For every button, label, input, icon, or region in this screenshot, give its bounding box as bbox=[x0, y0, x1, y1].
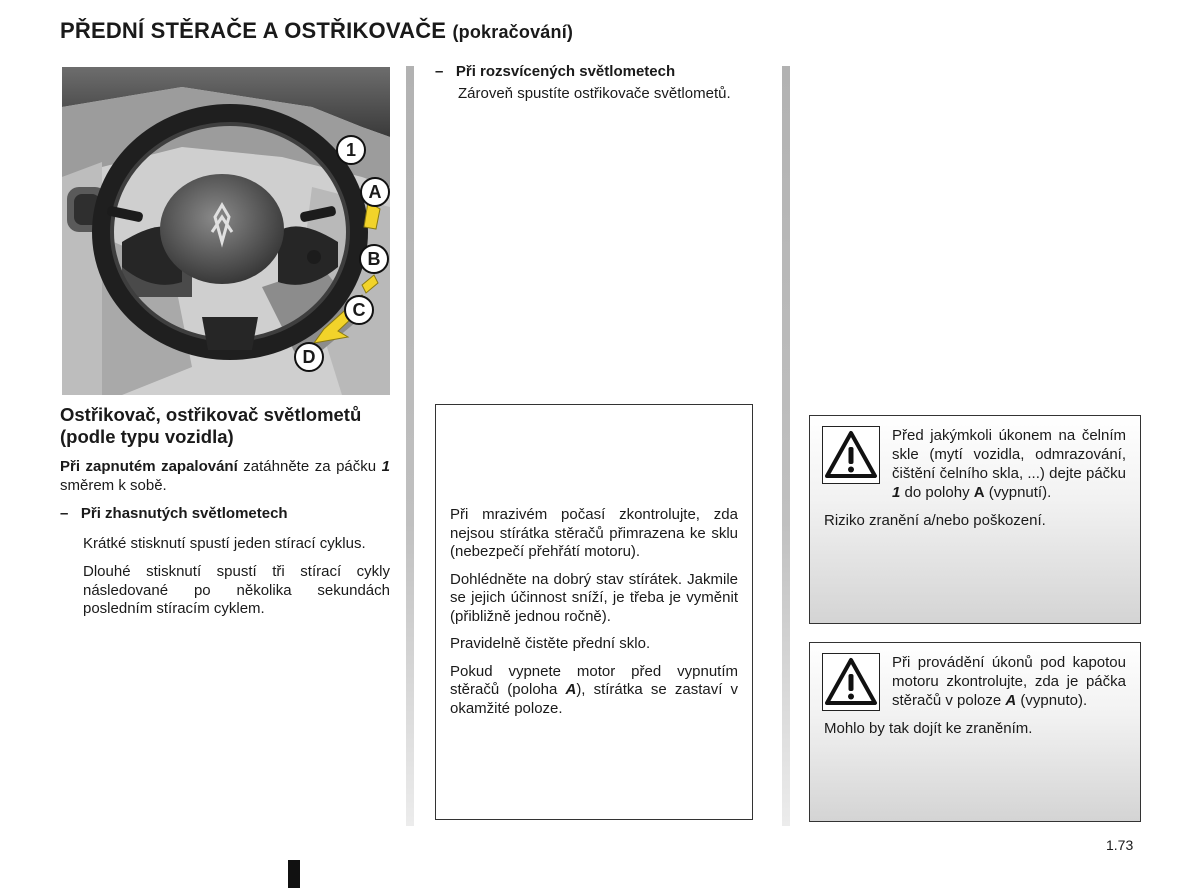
title-sub: (pokračování) bbox=[452, 22, 574, 42]
warning-paragraph-2: Mohlo by tak dojít ke zraněním. bbox=[824, 720, 1033, 737]
winter-notice-box bbox=[435, 404, 753, 820]
engine-off-paragraph bbox=[450, 663, 738, 719]
steering-wheel-drawing bbox=[62, 67, 390, 395]
section-heading: Ostřikovač, ostřikovač světlometů (podle typu vozidla) bbox=[60, 404, 362, 447]
steering-wheel-illustration bbox=[62, 67, 390, 395]
warning-box-bonnet bbox=[809, 642, 1141, 822]
dash: – bbox=[60, 505, 69, 522]
headlamp-washer-text: Zároveň spustíte ostřikovače světlometů. bbox=[458, 84, 731, 102]
label-1-marker: 1 bbox=[336, 135, 366, 165]
clean-paragraph: Pravidelně čistěte přední sklo. bbox=[450, 635, 651, 652]
short-press-text: Krátké stisknutí spustí jeden stírací cyklus. bbox=[83, 534, 366, 552]
lights-on-heading-text: Při rozsvícených světlometech bbox=[455, 63, 676, 80]
lights-on-heading bbox=[435, 63, 785, 82]
intro-text-1: zatáhněte za páčku bbox=[237, 458, 382, 475]
position-a: A bbox=[565, 681, 577, 698]
intro-bold: Při zapnutém zapalování bbox=[60, 458, 238, 475]
warn2-text-c: (vypnuto). bbox=[1016, 692, 1088, 709]
column-divider-left bbox=[406, 66, 414, 826]
label-c-marker: C bbox=[344, 295, 374, 325]
intro-paragraph bbox=[60, 458, 390, 495]
intro-text-2: směrem k sobě. bbox=[60, 476, 167, 494]
lights-off-heading bbox=[60, 505, 390, 524]
warn1-text-e: (vypnutí). bbox=[984, 484, 1052, 501]
warn2-text-a: Při provádění úkonů pod kapotou motoru zkontrolujte, zda je páčka stěračů v poloze bbox=[892, 654, 1126, 709]
page-number: 1.73 bbox=[1106, 837, 1134, 853]
label-d-marker: D bbox=[294, 342, 324, 372]
position-a: A bbox=[973, 484, 985, 501]
warning-text-windscreen bbox=[824, 426, 1126, 530]
warning-paragraph-2: Riziko zranění a/nebo poškození. bbox=[824, 512, 1046, 529]
page-title bbox=[60, 18, 573, 44]
engine-off-text-a: Pokud vypnete motor před vypnutím stěračů (poloha bbox=[450, 662, 738, 698]
washer-section bbox=[60, 404, 390, 619]
frost-paragraph: Při mrazivém počasí zkontrolujte, zda nejsou stírátka stěračů přimrazena ke sklu (nebezpečí přehřátí motoru). bbox=[450, 506, 738, 560]
long-press-text: Dlouhé stisknutí spustí tři stírací cykly následované po několika sekundách posledním stíracím cyklem. bbox=[83, 563, 390, 617]
engine-off-text-c: ), stírátka se zastaví v okamžité poloze. bbox=[450, 681, 738, 717]
blades-paragraph: Dohlédněte na dobrý stav stírátek. Jakmile se jejich účinnost sníží, je třeba je vyměnit (přibližně jednou ročně). bbox=[450, 570, 738, 625]
warning-text-bonnet bbox=[824, 653, 1126, 738]
page-edge-tab bbox=[288, 860, 300, 888]
lights-off-heading-text: Při zhasnutých světlometech bbox=[80, 505, 288, 522]
label-b-marker: B bbox=[359, 244, 389, 274]
warn1-text-a: Před jakýmkoli úkonem na čelním skle (mytí vozidla, odmrazování, čištění čelního skla, ...) dejte páčku bbox=[892, 427, 1126, 482]
label-a-marker: A bbox=[360, 177, 390, 207]
lever-number: 1 bbox=[381, 458, 390, 475]
dash: – bbox=[435, 63, 444, 80]
column-divider-right bbox=[782, 66, 790, 826]
winter-notice-text bbox=[450, 506, 738, 727]
warn1-text-c: do polohy bbox=[900, 484, 974, 501]
position-a: A bbox=[1005, 692, 1017, 709]
title-main: PŘEDNÍ STĚRAČE A OSTŘIKOVAČE bbox=[60, 18, 447, 43]
warning-box-windscreen bbox=[809, 415, 1141, 624]
lights-on-section bbox=[435, 63, 785, 103]
lever-number: 1 bbox=[892, 484, 901, 501]
